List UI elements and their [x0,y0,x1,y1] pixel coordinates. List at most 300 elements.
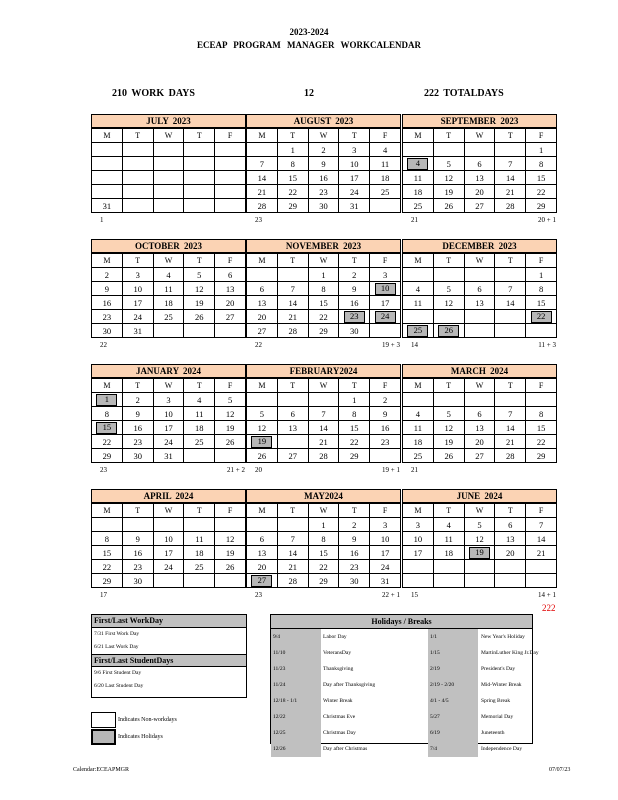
day-cell: 20 [247,560,278,574]
holiday-day-cell [403,324,434,338]
weekday-header: T [339,254,370,268]
day-cell [122,199,153,213]
day-cell [247,268,278,282]
holiday-day-cell [247,435,278,449]
day-cell: 11 [184,407,215,421]
month-work-days: 23 [255,216,262,224]
day-cell: 11 [403,171,434,185]
month-table [91,378,246,463]
day-cell: 15 [308,296,339,310]
day-cell: 29 [92,449,123,463]
month-title: OCTOBER 2023 [91,239,246,253]
day-cell: 16 [122,421,153,435]
day-cell: 21 [495,435,526,449]
weekday-header: M [403,379,434,393]
day-cell: 4 [153,268,184,282]
day-cell: 6 [247,532,278,546]
weekday-header: F [526,129,557,143]
day-cell: 13 [495,532,526,546]
day-cell [215,574,246,588]
day-cell: 28 [247,199,278,213]
day-cell: 18 [184,421,215,435]
day-cell: 16 [92,296,123,310]
day-cell: 9 [92,282,123,296]
work-days-summary: 210 WORK DAYS [112,88,195,99]
day-cell: 22 [277,185,308,199]
day-cell: 17 [370,296,401,310]
day-cell [247,393,278,407]
day-cell: 27 [247,324,278,338]
weekday-header: F [215,129,246,143]
weekday-header: T [277,254,308,268]
legend-holiday-label: Indicates Holidays [118,734,163,740]
weekday-header: T [184,129,215,143]
holiday-day-number: 19 [469,547,490,559]
last-work-day: 6/21 Last Work Day [94,644,139,650]
month-table [402,128,557,213]
day-cell: 3 [370,518,401,532]
day-cell [495,268,526,282]
weekday-header: T [339,129,370,143]
day-cell [184,185,215,199]
day-cell: 8 [92,532,123,546]
day-cell: 9 [122,532,153,546]
day-cell: 15 [92,546,123,560]
holiday-day-cell [526,310,557,324]
day-cell: 9 [339,282,370,296]
holiday-day-cell [370,310,401,324]
day-cell: 7 [495,407,526,421]
weekday-header: F [215,504,246,518]
day-cell: 25 [403,449,434,463]
day-cell: 27 [464,199,495,213]
legend-nonwork-swatch [91,712,116,728]
day-cell: 29 [277,199,308,213]
day-cell: 15 [526,296,557,310]
day-cell [403,143,434,157]
month-days-breakdown: 19 + 3 [382,341,400,349]
day-cell: 31 [122,324,153,338]
day-cell [526,560,557,574]
day-cell: 19 [433,435,464,449]
day-cell: 22 [308,310,339,324]
day-cell: 2 [122,393,153,407]
day-cell: 14 [495,296,526,310]
day-cell: 28 [495,199,526,213]
day-cell: 27 [277,449,308,463]
day-cell: 28 [308,449,339,463]
month-work-days: 1 [100,216,104,224]
weekday-header: T [339,504,370,518]
weekday-header: T [277,129,308,143]
day-cell [153,157,184,171]
day-cell: 5 [433,407,464,421]
day-cell [92,143,123,157]
day-cell: 12 [464,532,495,546]
day-cell: 5 [247,407,278,421]
day-cell [277,518,308,532]
day-cell: 6 [495,518,526,532]
holiday-name: Day after Thanksgiving [323,682,376,688]
month-title: JANUARY 2024 [91,364,246,378]
day-cell: 21 [277,560,308,574]
holiday-date: 12/22 [271,709,321,725]
weekday-header: W [464,504,495,518]
day-cell: 8 [526,282,557,296]
day-cell: 14 [495,171,526,185]
holiday-day-cell [339,310,370,324]
weekday-header: T [122,504,153,518]
day-cell: 28 [495,449,526,463]
month-calendar [91,239,246,338]
weekday-header: T [184,254,215,268]
day-cell: 21 [526,546,557,560]
day-cell [153,185,184,199]
month-table [91,503,246,588]
day-cell: 11 [184,532,215,546]
weekday-header: T [122,129,153,143]
weekday-header: M [247,254,278,268]
holiday-date: 12/25 [271,725,321,741]
month-table [246,503,401,588]
day-cell [433,393,464,407]
weekday-header: M [403,504,434,518]
day-cell [277,268,308,282]
holiday-day-number: 15 [96,422,117,434]
holiday-date: 6/19 [428,725,478,741]
day-cell: 23 [92,310,123,324]
day-cell: 10 [153,407,184,421]
day-cell: 16 [339,546,370,560]
studentdays-header: First/Last StudentDays [92,654,246,667]
day-cell [184,171,215,185]
holiday-day-cell [92,393,123,407]
day-cell [464,324,495,338]
holiday-day-cell [247,574,278,588]
weekday-header: T [495,504,526,518]
month-work-days: 20 [255,466,262,474]
weekday-header: M [92,504,123,518]
day-cell: 2 [92,268,123,282]
month-calendar [402,239,557,338]
day-cell [215,449,246,463]
day-cell: 17 [339,171,370,185]
month-calendar [402,364,557,463]
day-cell: 1 [308,518,339,532]
day-cell [464,574,495,588]
weekday-header: T [495,254,526,268]
day-cell: 16 [122,546,153,560]
day-cell: 20 [464,185,495,199]
holiday-date: 11/24 [271,677,321,693]
day-cell: 7 [526,518,557,532]
day-cell: 11 [370,157,401,171]
day-cell [433,268,464,282]
day-cell: 8 [308,532,339,546]
holiday-name: Labor Day [323,634,347,640]
month-table [402,503,557,588]
month-title: MARCH 2024 [402,364,557,378]
day-cell: 18 [403,185,434,199]
day-cell [464,268,495,282]
day-cell: 12 [433,296,464,310]
day-cell: 23 [122,435,153,449]
day-cell: 30 [122,449,153,463]
day-cell: 12 [184,282,215,296]
day-cell [184,574,215,588]
day-cell: 27 [215,310,246,324]
day-cell [403,393,434,407]
weekday-header: F [526,379,557,393]
holiday-name: Christmas Eve [323,714,356,720]
day-cell [403,310,434,324]
day-cell: 25 [370,185,401,199]
day-cell: 23 [308,185,339,199]
day-cell: 31 [339,199,370,213]
month-calendar [91,489,246,588]
holiday-day-number: 4 [407,158,428,170]
day-cell: 18 [153,296,184,310]
month-calendar [91,364,246,463]
day-cell [247,518,278,532]
month-work-days: 15 [411,591,418,599]
day-cell: 8 [339,407,370,421]
holiday-name: New Year's Holiday [481,634,525,640]
holiday-day-number: 1 [96,394,117,406]
day-cell: 15 [339,421,370,435]
day-cell: 30 [339,324,370,338]
day-cell: 12 [433,421,464,435]
holiday-date: 9/4 [271,629,321,645]
holiday-day-cell [92,421,123,435]
day-cell: 29 [526,199,557,213]
day-cell: 8 [92,407,123,421]
weekday-header: M [92,129,123,143]
month-work-days: 22 [100,341,107,349]
day-cell: 1 [277,143,308,157]
holidays-count-summary: 12 [304,88,314,99]
month-calendar [402,489,557,588]
day-cell [153,143,184,157]
day-cell: 22 [526,435,557,449]
day-cell: 31 [153,449,184,463]
day-cell [122,143,153,157]
month-title: JUNE 2024 [402,489,557,503]
day-cell [308,393,339,407]
day-cell: 17 [153,546,184,560]
day-cell: 22 [92,560,123,574]
day-cell: 18 [370,171,401,185]
weekday-header: W [308,504,339,518]
day-cell: 9 [339,532,370,546]
day-cell: 13 [215,282,246,296]
day-cell [433,143,464,157]
month-days-breakdown: 20 + 1 [538,216,556,224]
month-title: JULY 2023 [91,114,246,128]
day-cell: 22 [92,435,123,449]
day-cell: 14 [277,296,308,310]
day-cell: 17 [403,546,434,560]
weekday-header: W [464,254,495,268]
day-cell: 10 [122,282,153,296]
holiday-day-number: 26 [438,325,459,337]
legend-holiday-swatch [91,729,116,745]
weekday-header: F [370,379,401,393]
day-cell [495,310,526,324]
weekday-header: W [464,129,495,143]
day-cell [433,310,464,324]
month-table [246,128,401,213]
day-cell: 2 [339,268,370,282]
day-cell: 15 [308,546,339,560]
holiday-row [271,645,539,661]
holiday-date: 2/19 [428,661,478,677]
holiday-name: Juneteenth [481,730,505,736]
weekday-header: F [215,254,246,268]
day-cell [464,393,495,407]
day-cell: 1 [339,393,370,407]
weekday-header: T [433,129,464,143]
day-cell [215,157,246,171]
weekday-header: T [495,129,526,143]
holiday-name: Mid-Winter Break [481,682,522,688]
day-cell: 19 [184,296,215,310]
day-cell: 28 [277,324,308,338]
day-cell: 24 [153,560,184,574]
day-cell [184,199,215,213]
month-title: SEPTEMBER 2023 [402,114,557,128]
day-cell: 6 [464,407,495,421]
day-cell: 26 [215,435,246,449]
day-cell: 9 [370,407,401,421]
day-cell: 3 [339,143,370,157]
weekday-header: T [339,379,370,393]
holidays-header: Holidays / Breaks [271,615,532,629]
holiday-day-number: 19 [251,436,272,448]
holiday-name: Christmas Day [323,730,356,736]
day-cell: 12 [215,532,246,546]
day-cell: 15 [526,171,557,185]
day-cell: 9 [122,407,153,421]
weekday-header: F [370,254,401,268]
day-cell: 23 [339,560,370,574]
day-cell [153,324,184,338]
day-cell: 13 [464,296,495,310]
day-cell: 10 [370,532,401,546]
day-cell: 1 [526,143,557,157]
holiday-name: MartinLuther King Jr.Day [481,650,539,656]
weekday-header: T [433,254,464,268]
holiday-date: 5/27 [428,709,478,725]
month-title: NOVEMBER 2023 [246,239,401,253]
day-cell [247,143,278,157]
day-cell [184,324,215,338]
holiday-day-number: 10 [375,283,396,295]
day-cell: 8 [526,157,557,171]
day-cell: 18 [403,435,434,449]
day-cell: 29 [92,574,123,588]
red-total: 222 [542,603,556,613]
holiday-name: Memorial Day [481,714,514,720]
holiday-day-cell [464,546,495,560]
weekday-header: M [92,379,123,393]
weekday-header: M [403,129,434,143]
day-cell: 1 [308,268,339,282]
day-cell: 22 [339,435,370,449]
day-cell [184,449,215,463]
day-cell [122,157,153,171]
day-cell: 5 [433,157,464,171]
holiday-date: 1/15 [428,645,478,661]
holiday-day-number: 23 [344,311,365,323]
day-cell: 5 [184,268,215,282]
calendar-title: ECEAP PROGRAM MANAGER WORKCALENDAR [196,40,422,50]
day-cell [495,393,526,407]
weekday-header: T [495,379,526,393]
day-cell [153,518,184,532]
day-cell: 30 [339,574,370,588]
weekday-header: T [122,254,153,268]
day-cell [92,171,123,185]
month-title: MAY2024 [246,489,401,503]
day-cell: 3 [370,268,401,282]
day-cell: 5 [433,282,464,296]
day-cell: 13 [277,421,308,435]
day-cell: 7 [495,157,526,171]
weekday-header: W [153,504,184,518]
holiday-day-number: 27 [251,575,272,587]
day-cell: 23 [370,435,401,449]
day-cell: 30 [308,199,339,213]
weekday-header: T [184,504,215,518]
holiday-day-cell [433,324,464,338]
day-cell: 25 [184,560,215,574]
holiday-row [271,709,532,725]
weekday-header: T [277,379,308,393]
holiday-date: 12/26 [271,741,321,757]
day-cell: 15 [277,171,308,185]
day-cell: 14 [495,421,526,435]
weekday-header: M [92,254,123,268]
holiday-date: 7/4 [428,741,478,757]
day-cell: 16 [339,296,370,310]
day-cell: 2 [370,393,401,407]
holiday-name: VeteransDay [323,650,352,656]
weekday-header: T [277,504,308,518]
day-cell: 30 [122,574,153,588]
month-table [91,128,246,213]
day-cell: 17 [153,421,184,435]
day-cell: 26 [433,449,464,463]
weekday-header: M [403,254,434,268]
day-cell: 11 [403,296,434,310]
calendar-year: 2023-2024 [289,27,329,37]
day-cell [215,171,246,185]
weekday-header: T [122,379,153,393]
day-cell: 11 [153,282,184,296]
day-cell: 31 [92,199,123,213]
day-cell: 22 [526,185,557,199]
day-cell: 24 [339,185,370,199]
month-days-breakdown: 14 + 1 [538,591,556,599]
day-cell: 12 [433,171,464,185]
month-calendar [246,489,401,588]
day-cell: 28 [277,574,308,588]
total-days-summary: 222 TOTALDAYS [424,88,504,99]
weekday-header: F [526,504,557,518]
day-cell: 4 [184,393,215,407]
day-cell [122,171,153,185]
